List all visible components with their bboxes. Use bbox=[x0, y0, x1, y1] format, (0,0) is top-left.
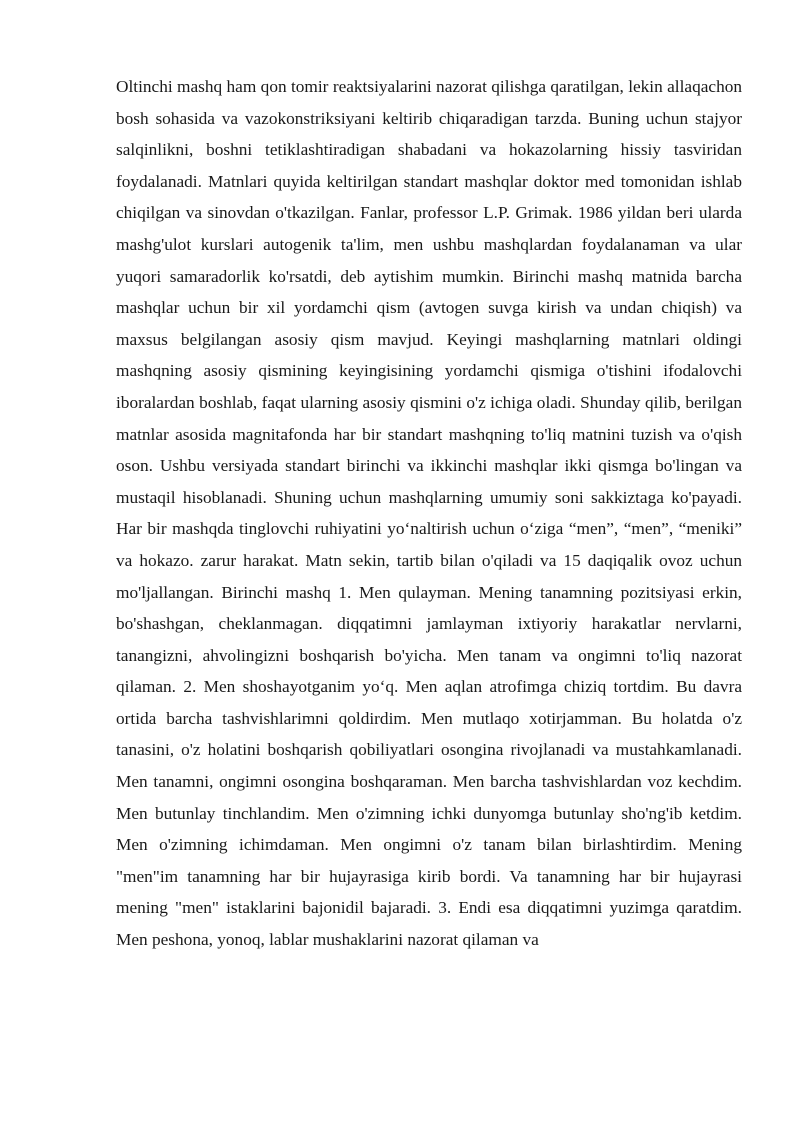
body-paragraph: Oltinchi mashq ham qon tomir reaktsiyalarini nazorat qilishga qaratilgan, lekin allaqachon bosh sohasida va vazokonstriksiyani keltirib chiqaradigan tarzda. Buning uchun stajyor salqinlikni, boshni tetiklashtiradigan shabadani va hokazolarning hissiy tasviridan foydalanadi. Matnlari quyida keltirilgan standart mashqlar doktor med tomonidan ishlab chiqilgan va sinovdan o'tkazilgan. Fanlar, professor L.P. Grimak. 1986 yildan beri ularda mashg'ulot kurslari autogenik ta'lim, men ushbu mashqlardan foydalanaman va ular yuqori samaradorlik ko'rsatdi, deb aytishim mumkin. Birinchi mashq matnida barcha mashqlar uchun bir xil yordamchi qism (avtogen suvga kirish va undan chiqish) va maxsus belgilangan asosiy qism mavjud. Keyingi mashqlarning matnlari oldingi mashqning asosiy qismining keyingisining yordamchi qismiga o'tishini ifodalovchi iboralardan boshlab, faqat ularning asosiy qismini o'z ichiga oladi. Shunday qilib, berilgan matnlar asosida magnitafonda har bir standart mashqning to'liq matnini tuzish va o'qish oson. Ushbu versiyada standart birinchi va ikkinchi mashqlar ikki qismga bo'lingan va mustaqil hisoblanadi. Shuning uchun mashqlarning umumiy soni sakkiztaga ko'payadi. Har bir mashqda tinglovchi ruhiyatini yo‘naltirish uchun o‘ziga “men”, “men”, “meniki” va hokazo. zarur harakat. Matn sekin, tartib bilan o'qiladi va 15 daqiqalik ovoz uchun mo'ljallangan. Birinchi mashq 1. Men qulayman. Mening tanamning pozitsiyasi erkin, bo'shashgan, cheklanmagan. diqqatimni jamlayman ixtiyoriy harakatlar nervlarni, tanangizni, ahvolingizni boshqarish bo'yicha. Men tanam va ongimni to'liq nazorat qilaman. 2. Men shoshayotganim yo‘q. Men aqlan atrofimga chiziq tortdim. Bu davra ortida barcha tashvishlarimni qoldirdim. Men mutlaqo xotirjamman. Bu holatda o'z tanasini, o'z holatini boshqarish qobiliyatlari osongina rivojlanadi va mustahkamlanadi. Men tanamni, ongimni osongina boshqaraman. Men barcha tashvishlardan voz kechdim. Men butunlay tinchlandim. Men o'zimning ichki dunyomga butunlay sho'ng'ib ketdim. Men o'zimning ichimdaman. Men ongimni o'z tanam bilan birlashtirdim. Mening "men"im tanamning har bir hujayrasiga kirib bordi. Va tanamning har bir hujayrasi mening "men" istaklarini bajonidil bajaradi. 3. Endi esa diqqatimni yuzimga qaratdim. Men peshona, yonoq, lablar mushaklarini nazorat qilaman va bbox=[116, 77, 742, 950]
